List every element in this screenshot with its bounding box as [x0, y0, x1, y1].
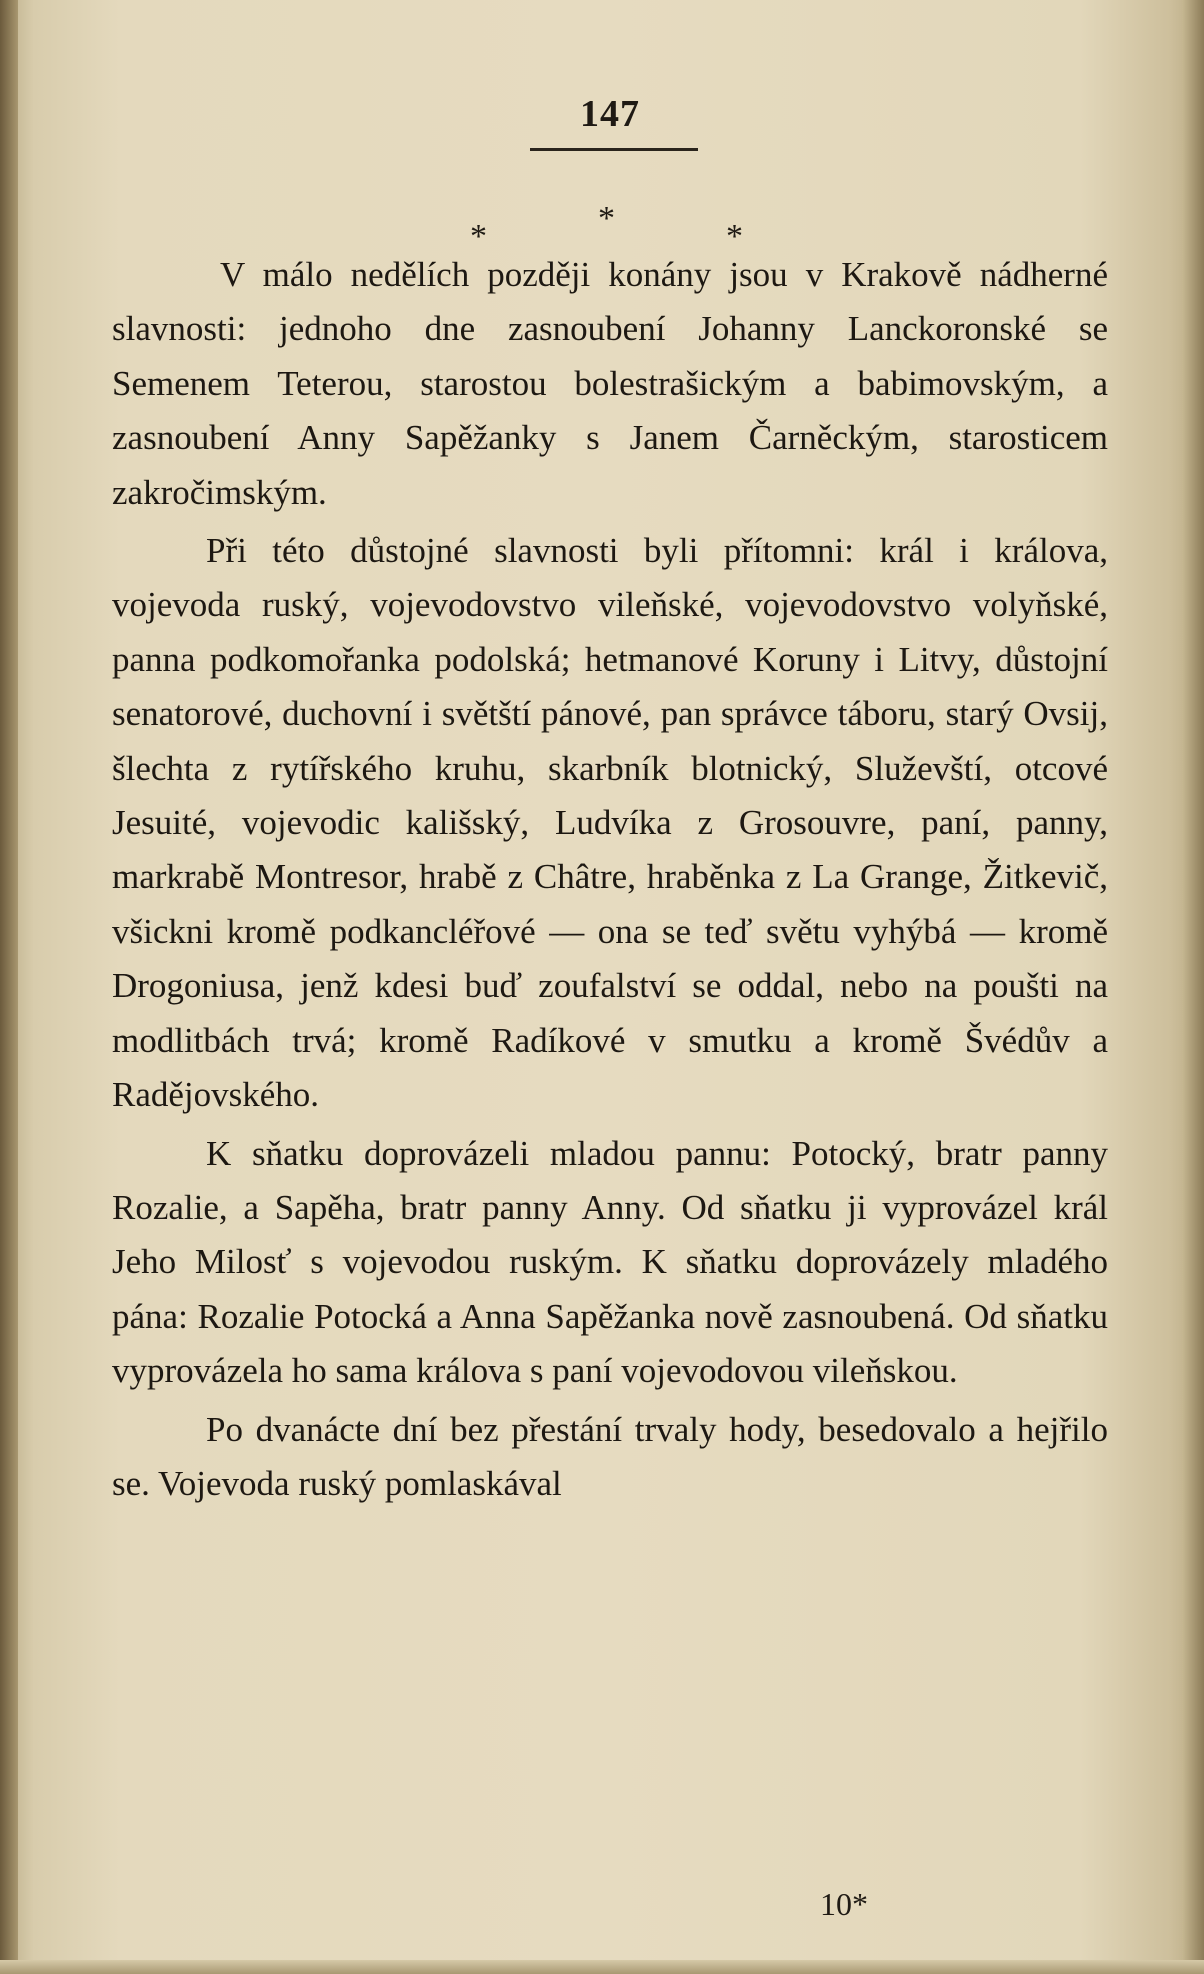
separator-star: *	[470, 218, 487, 255]
paragraph: Po dvanácte dní bez přestání trvaly hody, besedovalo a hejřilo se. Vojevoda ruský pomlaskával	[112, 1409, 1108, 1503]
separator-star: *	[598, 200, 615, 237]
signature-mark: 10*	[820, 1886, 868, 1922]
page-number: 147	[580, 93, 640, 135]
paragraph: V málo nedělích později konány jsou v Krakově nádherné slavnosti: jednoho dne zasnoubení Johanny Lanckoronské se Semenem Teterou, starostou bolestrašickým a babimovským, a zasnoubení Anny Sapěžanky s Janem Čarněckým, starosticem zakročimským.	[112, 255, 1108, 512]
separator-star: *	[726, 218, 743, 255]
paragraph: Při této důstojné slavnosti byli přítomni: král i králova, vojevoda ruský, vojevodovstvo vileňské, vojevodovstvo volyňské, panna podkomořanka podolská; hetmanové Koruny i Litvy, důstojní senatorové, duchovní i světští pánové, pan správce táboru, starý Ovsij, šlechta z rytířského kruhu, skarbník blotnický, Služevští, otcové Jesuité, vojevodic kališský, Ludvíka z Grosouvre, paní, panny, markrabě Montresor, hrabě z Châtre, hraběnka z La Grange, Žitkevič, všickni kromě podkancléřové — ona se teď světu vyhýbá — kromě Drogoniusa, jenž kdesi buď zoufalství se oddal, nebo na poušti na modlitbách trvá; kromě Radíkové v smutku a kromě Švédův a Radějovského.	[112, 531, 1108, 1115]
page-number-rule	[530, 148, 698, 151]
page-edge	[1182, 0, 1204, 1974]
book-spine-edge	[0, 0, 18, 1974]
paragraph: K sňatku doprovázeli mladou pannu: Potocký, bratr panny Rozalie, a Sapěha, bratr panny Anny. Od sňatku ji vyprovázel král Jeho Milosť s vojevodou ruským. K sňatku doprovázely mladého pána: Rozalie Potocká a Anna Sapěžanka nově zasnoubená. Od sňatku vyprovázela ho sama králova s paní vojevodovou vileňskou.	[112, 1133, 1108, 1391]
page-bottom-edge	[0, 1960, 1204, 1974]
body-text	[112, 248, 1108, 1511]
section-separator	[470, 200, 750, 255]
